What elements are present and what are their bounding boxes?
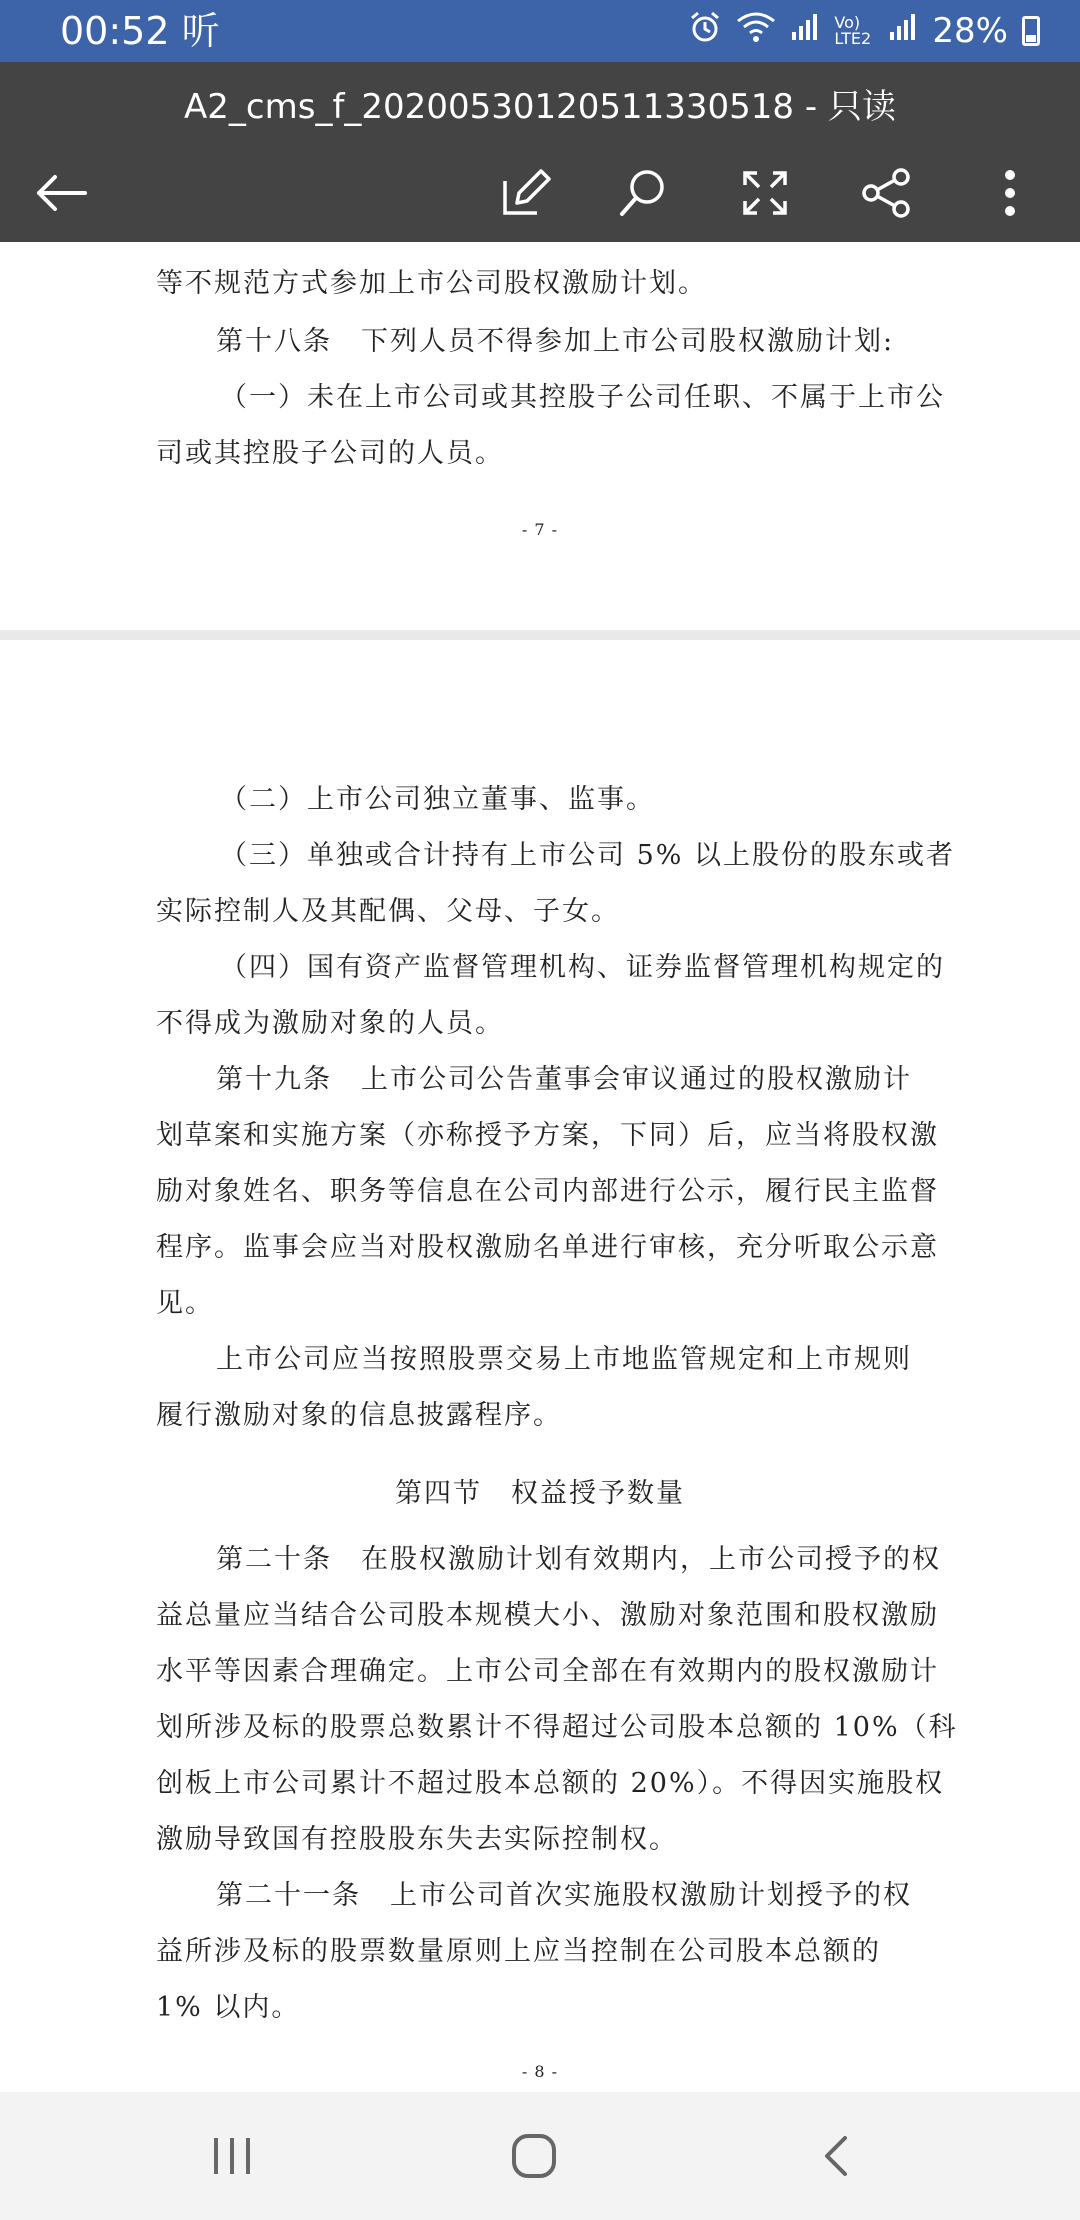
text-line: 等不规范方式参加上市公司股权激励计划。 [156,268,707,299]
text-line: 创板上市公司累计不超过股本总额的 20%）。不得因实施股权 [156,1768,945,1799]
status-bar [0,0,1080,62]
edit-icon[interactable] [480,148,570,238]
text-line: 划所涉及标的股票总数累计不得超过公司股本总额的 10%（科 [156,1712,958,1743]
text-line: 履行激励对象的信息披露程序。 [156,1400,562,1431]
status-time: 00:52 听 [60,9,220,53]
system-navigation-bar [0,2092,1080,2220]
document-title: A2_cms_f_20200530120511330518 - 只读 [184,87,896,127]
text-line: （四）国有资产监督管理机构、证券监督管理机构规定的 [220,952,945,983]
text-line: 水平等因素合理确定。上市公司全部在有效期内的股权激励计 [156,1656,939,1687]
text-line: 益总量应当结合公司股本规模大小、激励对象范围和股权激励 [156,1600,939,1631]
document-page-7 [0,242,1080,630]
text-line: 1% 以内。 [156,1992,301,2023]
text-line: 司或其控股子公司的人员。 [156,438,504,469]
battery-icon [1022,16,1040,46]
document-page-8 [0,640,1080,2092]
text-line: 第二十一条 上市公司首次实施股权激励计划授予的权 [216,1880,912,1911]
signal-icon [790,11,820,51]
text-line: 第二十条 在股权激励计划有效期内，上市公司授予的权 [216,1544,941,1575]
text-line: 第十九条 上市公司公告董事会审议通过的股权激励计 [216,1064,912,1095]
share-icon[interactable] [842,148,932,238]
network-label: Vo) LTE2 [834,13,872,48]
text-line: 见。 [156,1288,214,1319]
recent-apps-icon[interactable] [182,2116,282,2196]
back-arrow-icon[interactable] [16,148,106,238]
text-line: （二）上市公司独立董事、监事。 [220,784,655,815]
more-icon[interactable] [965,148,1055,238]
text-line: （三）单独或合计持有上市公司 5% 以上股份的股东或者 [220,840,955,871]
wifi-icon [736,11,776,52]
text-line: 不得成为激励对象的人员。 [156,1008,504,1039]
app-toolbar [0,62,1080,242]
text-line: 划草案和实施方案（亦称授予方案，下同）后，应当将股权激 [156,1120,939,1151]
alarm-icon [688,10,722,53]
search-icon[interactable] [598,148,688,238]
battery-percent: 28% [932,11,1008,51]
section-heading: 第四节 权益授予数量 [395,1478,685,1509]
fullscreen-icon[interactable] [720,148,810,238]
text-line: 益所涉及标的股票数量原则上应当控制在公司股本总额的 [156,1936,881,1967]
status-icons [688,8,1040,54]
signal2-icon [888,11,918,51]
home-icon[interactable] [484,2116,584,2196]
text-line: 程序。监事会应当对股权激励名单进行审核，充分听取公示意 [156,1232,939,1263]
text-line: 实际控制人及其配偶、父母、子女。 [156,896,620,927]
back-icon[interactable] [786,2116,886,2196]
text-line: 励对象姓名、职务等信息在公司内部进行公示，履行民主监督 [156,1176,939,1207]
text-line: 上市公司应当按照股票交易上市地监管规定和上市规则 [216,1344,912,1375]
text-line: 第十八条 下列人员不得参加上市公司股权激励计划: [216,326,895,357]
page-number: - 8 - [521,2062,559,2081]
text-line: （一）未在上市公司或其控股子公司任职、不属于上市公 [220,382,945,413]
text-line: 激励导致国有控股股东失去实际控制权。 [156,1824,678,1855]
page-number: - 7 - [521,520,559,539]
